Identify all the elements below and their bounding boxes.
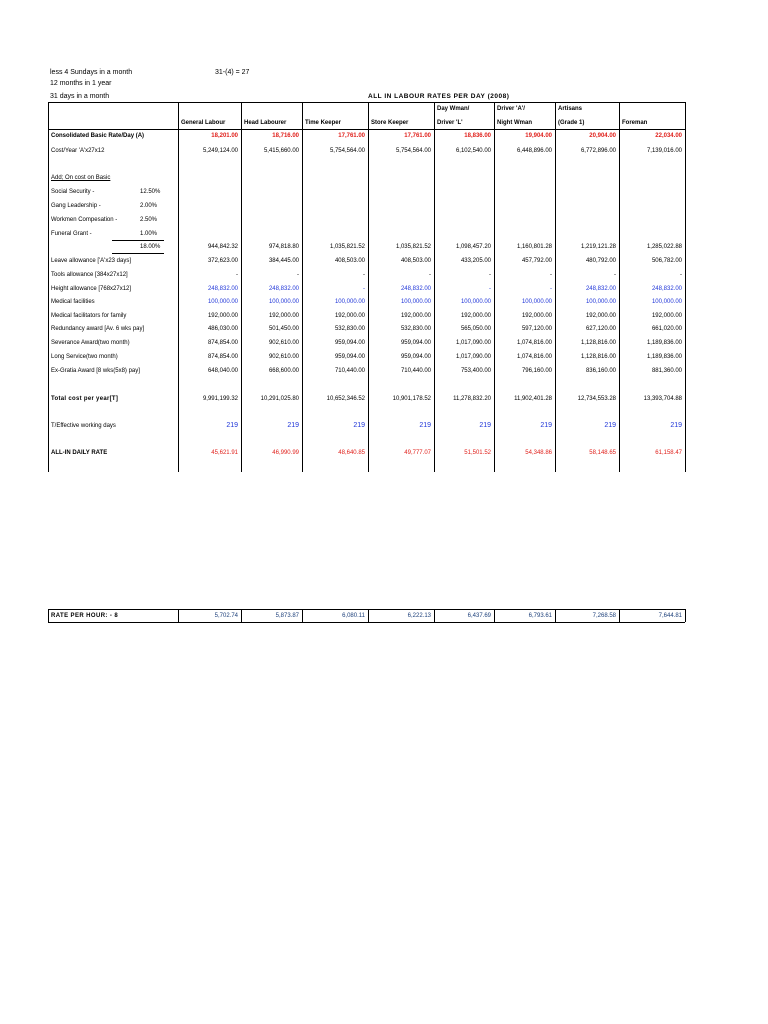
row-label-height: Height allowance [768x27x12] [51,286,132,292]
oncost-social-pct: 12.50% [140,189,161,195]
cell-ex-gratia: 648,040.00 [207,368,238,374]
cell-total-cost: 10,291,025.80 [260,396,299,402]
cell-tools: - [680,272,682,278]
cell-long-service: 874,854.00 [207,354,238,360]
cell-oncost-total: 944,842.32 [207,244,238,250]
cell-medical: 100,000.00 [268,299,299,305]
cell-working-days: 219 [419,422,431,429]
row-label-working-days: T/Effective working days [51,423,116,429]
oncost-gang-label: Gang Leadership - [51,203,101,209]
col-header: Head Labourer [244,120,287,126]
cell-oncost-total: 1,035,821.52 [329,244,365,250]
row-label-leave: Leave allowance ['A'x23 days] [51,258,132,264]
cell-oncost-total: 974,818.80 [268,244,299,250]
cell-height: 248,832.00 [585,286,616,292]
cell-medical-family: 192,000.00 [585,313,616,319]
row-label-medical: Medical facilities [51,299,95,305]
row-label-long-service: Long Service(two month) [51,354,118,360]
grid-vline-9 [685,102,686,472]
oncost-funeral-pct: 1.00% [140,231,158,237]
cell-daily-rate: 48,640.85 [338,450,365,456]
hourly-vline-9 [685,609,686,622]
cell-severance: 1,017,090.00 [455,340,491,346]
cell-medical: 100,000.00 [521,299,552,305]
cell-tools: - [489,272,491,278]
cell-leave: 384,445.00 [268,258,299,264]
cell-severance: 959,094.00 [400,340,431,346]
cell-tools: - [614,272,616,278]
cell-medical-family: 192,000.00 [651,313,682,319]
cell-total-cost: 11,902,401.28 [514,396,552,402]
cell-basic: 18,836.00 [464,133,491,139]
oncost-sum-line [112,240,164,241]
cell-hourly-rate: 7,644.81 [658,613,682,619]
note-formula: 31-(4) = 27 [215,69,250,76]
cell-hourly-rate: 5,873.87 [275,613,299,619]
cell-severance: 874,854.00 [207,340,238,346]
cell-redundancy: 486,030.00 [207,326,238,332]
cell-basic: 22,034.00 [655,133,682,139]
cell-tools: - [297,272,299,278]
cell-ex-gratia: 753,400.00 [460,368,491,374]
oncost-workmen-pct: 2.50% [140,217,158,223]
cell-cost-year: 5,249,124.00 [202,148,238,154]
cell-long-service: 902,610.00 [268,354,299,360]
cell-medical-family: 192,000.00 [460,313,491,319]
cell-leave: 506,782.00 [651,258,682,264]
cell-tools: - [236,272,238,278]
row-label-daily-rate: ALL-IN DAILY RATE [51,450,108,456]
cell-redundancy: 597,120.00 [521,326,552,332]
note-months: 12 months in 1 year [50,80,112,87]
grid-line-hourly-top [48,609,685,610]
cell-hourly-rate: 6,793.61 [528,613,552,619]
cell-working-days: 219 [604,422,616,429]
cell-ex-gratia: 836,160.00 [585,368,616,374]
col-header: (Grade 1) [558,120,585,126]
cell-leave: 480,792.00 [585,258,616,264]
oncost-total-pct: 18.00% [140,244,161,250]
cell-cost-year: 7,139,016.00 [646,148,682,154]
cell-basic: 19,904.00 [525,133,552,139]
cell-medical: 100,000.00 [207,299,238,305]
col-header: Driver 'L' [437,120,463,126]
cell-leave: 372,623.00 [207,258,238,264]
grid-line-header-bottom [48,129,685,130]
cell-ex-gratia: 710,440.00 [400,368,431,374]
grid-line-hourly-bottom [48,622,685,623]
cell-height: - [550,286,552,292]
cell-leave: 457,792.00 [521,258,552,264]
cell-basic: 20,904.00 [589,133,616,139]
cell-medical: 100,000.00 [334,299,365,305]
cell-oncost-total: 1,160,801.28 [516,244,552,250]
oncost-funeral-label: Funeral Grant - [51,231,92,237]
cell-daily-rate: 61,158.47 [655,450,682,456]
cell-medical: 100,000.00 [651,299,682,305]
cell-oncost-total: 1,219,121.28 [580,244,616,250]
cell-redundancy: 661,020.00 [651,326,682,332]
oncost-heading: Add; On cost on Basic [51,175,111,181]
cell-ex-gratia: 668,600.00 [268,368,299,374]
cell-leave: 433,205.00 [460,258,491,264]
cell-long-service: 1,017,090.00 [455,354,491,360]
cell-leave: 408,503.00 [400,258,431,264]
cell-ex-gratia: 710,440.00 [334,368,365,374]
cell-daily-rate: 51,501.52 [464,450,491,456]
cell-severance: 902,610.00 [268,340,299,346]
cell-tools: - [363,272,365,278]
cell-daily-rate: 54,348.86 [525,450,552,456]
cell-severance: 1,074,816.00 [516,340,552,346]
oncost-total-underline [112,253,164,254]
cell-cost-year: 5,754,564.00 [329,148,365,154]
row-label-ex-gratia: Ex-Gratia Award [8 wks(5x8) pay] [51,368,140,374]
grid-line-top [48,102,685,103]
cell-hourly-rate: 7,268.58 [592,613,616,619]
cell-long-service: 1,189,836.00 [646,354,682,360]
col-header: Time Keeper [305,120,341,126]
oncost-gang-pct: 2.00% [140,203,158,209]
cell-cost-year: 6,772,896.00 [580,148,616,154]
cell-medical: 100,000.00 [400,299,431,305]
cell-working-days: 219 [226,422,238,429]
cell-working-days: 219 [353,422,365,429]
cell-tools: - [550,272,552,278]
cell-medical: 100,000.00 [460,299,491,305]
cell-height: 248,832.00 [651,286,682,292]
cell-redundancy: 565,050.00 [460,326,491,332]
cell-height: - [363,286,365,292]
cell-long-service: 1,074,816.00 [516,354,552,360]
cell-tools: - [429,272,431,278]
oncost-social-label: Social Security - [51,189,95,195]
cell-height: 248,832.00 [207,286,238,292]
cell-cost-year: 6,448,896.00 [516,148,552,154]
cell-redundancy: 532,830.00 [400,326,431,332]
cell-oncost-total: 1,098,457.20 [455,244,491,250]
cell-daily-rate: 45,621.91 [211,450,238,456]
cell-hourly-rate: 6,437.69 [467,613,491,619]
cell-basic: 17,761.00 [338,133,365,139]
cell-medical-family: 192,000.00 [207,313,238,319]
row-label-severance: Severance Award(two month) [51,340,130,346]
cell-hourly-rate: 5,702.74 [214,613,238,619]
cell-oncost-total: 1,285,022.88 [646,244,682,250]
row-label-basic: Consolidated Basic Rate/Day (A) [51,133,145,139]
cell-medical-family: 192,000.00 [521,313,552,319]
hourly-vline-0 [48,609,49,622]
row-label-medical-family: Medical facilitators for family [51,313,127,319]
cell-working-days: 219 [287,422,299,429]
cell-long-service: 959,094.00 [334,354,365,360]
cell-working-days: 219 [670,422,682,429]
cell-redundancy: 532,830.00 [334,326,365,332]
oncost-workmen-label: Workmen Compesation - [51,217,118,223]
cell-total-cost: 13,393,704.88 [643,396,682,402]
col-header-line1: Artisans [558,106,583,112]
cell-severance: 959,094.00 [334,340,365,346]
col-header: General Labour [181,120,226,126]
cell-ex-gratia: 881,360.00 [651,368,682,374]
row-label-redundancy: Redundancy award [Av. 6 wks pay] [51,326,145,332]
cell-leave: 408,503.00 [334,258,365,264]
col-header-line1: Driver 'A'/ [497,106,525,112]
cell-hourly-rate: 6,222.13 [407,613,431,619]
cell-medical-family: 192,000.00 [400,313,431,319]
cell-hourly-rate: 6,080.11 [342,613,365,619]
cell-total-cost: 11,278,832.20 [453,396,491,402]
sheet-title: ALL IN LABOUR RATES PER DAY (2008) [368,93,510,100]
row-label-total-cost: Total cost per year[T] [51,396,119,402]
row-label-hourly-rate: RATE PER HOUR: - 8 [51,613,119,619]
cell-medical-family: 192,000.00 [268,313,299,319]
cell-basic: 18,716.00 [272,133,299,139]
col-header: Foreman [622,120,648,126]
note-sundays: less 4 Sundays in a month [50,69,133,76]
cell-cost-year: 6,102,540.00 [455,148,491,154]
cell-long-service: 1,128,816.00 [580,354,616,360]
note-days: 31 days in a month [50,93,110,100]
cell-long-service: 959,094.00 [400,354,431,360]
cell-total-cost: 10,901,178.52 [392,396,431,402]
col-header: Store Keeper [371,120,409,126]
cell-basic: 18,201.00 [211,133,238,139]
cell-height: 248,832.00 [400,286,431,292]
col-header-line1: Day Wman/ [437,106,470,112]
grid-vline-0 [48,102,49,472]
cell-redundancy: 627,120.00 [585,326,616,332]
cell-height: - [489,286,491,292]
cell-ex-gratia: 796,160.00 [521,368,552,374]
cell-cost-year: 5,754,564.00 [395,148,431,154]
cell-cost-year: 5,415,660.00 [263,148,299,154]
cell-total-cost: 9,991,199.32 [202,396,238,402]
row-label-cost-year: Cost/Year 'A'x27x12 [51,148,105,154]
cell-medical: 100,000.00 [585,299,616,305]
cell-total-cost: 10,652,346.52 [326,396,365,402]
cell-total-cost: 12,734,553.28 [577,396,616,402]
row-label-tools: Tools allowance [384x27x12] [51,272,128,278]
cell-working-days: 219 [479,422,491,429]
cell-daily-rate: 46,990.99 [272,450,299,456]
cell-redundancy: 501,450.00 [268,326,299,332]
cell-severance: 1,128,816.00 [580,340,616,346]
cell-daily-rate: 49,777.07 [404,450,431,456]
cell-oncost-total: 1,035,821.52 [395,244,431,250]
cell-medical-family: 192,000.00 [334,313,365,319]
cell-basic: 17,761.00 [404,133,431,139]
col-header: Night Wman [497,120,532,126]
cell-daily-rate: 58,148.65 [589,450,616,456]
cell-height: 248,832.00 [268,286,299,292]
cell-severance: 1,189,836.00 [646,340,682,346]
cell-working-days: 219 [540,422,552,429]
